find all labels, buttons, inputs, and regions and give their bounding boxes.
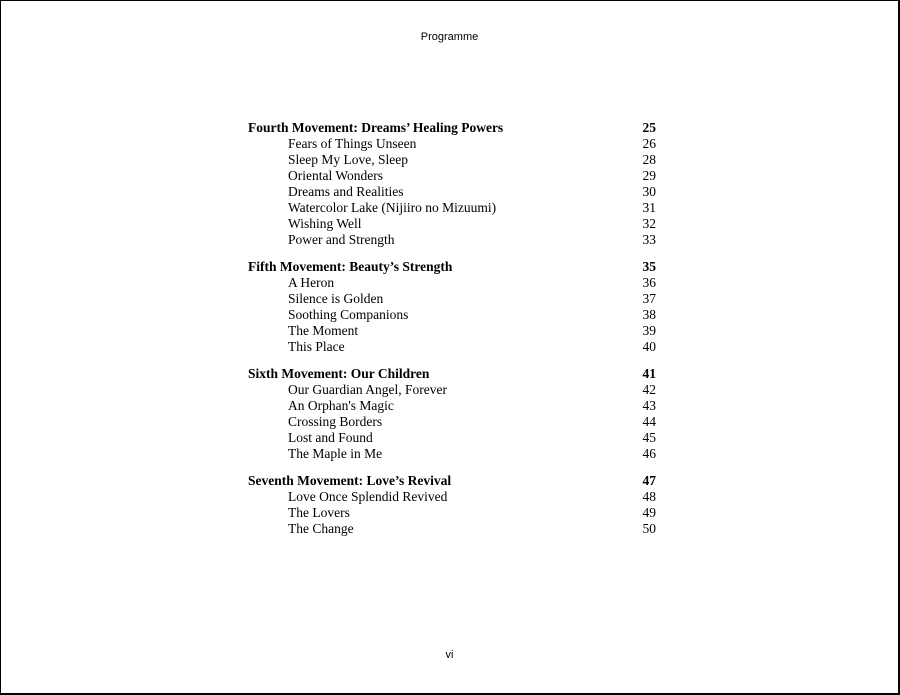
entry-title: The Moment	[288, 323, 359, 338]
section-title: Fourth Movement: Dreams’ Healing Powers	[248, 120, 504, 135]
entry-title: Fears of Things Unseen	[288, 136, 417, 151]
entry-title: Soothing Companions	[288, 307, 409, 322]
toc-entry	[248, 382, 656, 398]
toc-entry	[248, 521, 656, 537]
entry-page-number: 37	[642, 291, 656, 306]
entry-page-number: 29	[642, 168, 656, 183]
toc-heading	[248, 259, 656, 275]
toc-entry	[248, 414, 656, 430]
entry-title: Power and Strength	[288, 232, 395, 247]
entry-page-number: 43	[642, 398, 656, 413]
entry-page-number: 49	[642, 505, 656, 520]
entry-title: Silence is Golden	[288, 291, 384, 306]
toc-entry	[248, 505, 656, 521]
toc-entry	[248, 323, 656, 339]
entry-title: Love Once Splendid Revived	[288, 489, 448, 504]
entry-page-number: 33	[642, 232, 656, 247]
section-title: Sixth Movement: Our Children	[248, 366, 430, 381]
toc-heading	[248, 120, 656, 136]
entry-page-number: 30	[642, 184, 656, 199]
entry-page-number: 48	[642, 489, 656, 504]
toc-entry	[248, 291, 656, 307]
toc-entry	[248, 136, 656, 152]
toc-section-seventh-movement	[248, 473, 656, 537]
toc-entry	[248, 307, 656, 323]
toc-section-sixth-movement	[248, 366, 656, 462]
entry-page-number: 36	[642, 275, 656, 290]
entry-page-number: 26	[642, 136, 656, 151]
entry-page-number: 40	[642, 339, 656, 354]
toc-entry	[248, 489, 656, 505]
entry-title: Watercolor Lake (Nijiiro no Mizuumi)	[288, 200, 497, 215]
entry-title: Dreams and Realities	[288, 184, 404, 199]
entry-title: A Heron	[288, 275, 335, 290]
entry-page-number: 45	[642, 430, 656, 445]
entry-title: Lost and Found	[288, 430, 373, 445]
section-title: Fifth Movement: Beauty’s Strength	[248, 259, 453, 274]
entry-title: The Change	[288, 521, 354, 536]
toc-entry	[248, 216, 656, 232]
entry-title: The Lovers	[288, 505, 350, 520]
toc-entry	[248, 446, 656, 462]
page-header: Programme	[420, 31, 479, 43]
toc-entry	[248, 430, 656, 446]
entry-page-number: 39	[642, 323, 656, 338]
section-page-number: 47	[642, 473, 656, 488]
toc-section-fourth-movement	[248, 120, 656, 248]
entry-page-number: 46	[642, 446, 656, 461]
entry-page-number: 28	[642, 152, 656, 167]
table-of-contents	[248, 120, 656, 548]
entry-title: Our Guardian Angel, Forever	[288, 382, 447, 397]
entry-page-number: 31	[642, 200, 656, 215]
section-page-number: 41	[642, 366, 656, 381]
toc-entry	[248, 232, 656, 248]
entry-title: The Maple in Me	[288, 446, 383, 461]
toc-entry	[248, 200, 656, 216]
entry-title: Wishing Well	[288, 216, 362, 231]
entry-page-number: 50	[642, 521, 656, 536]
toc-entry	[248, 152, 656, 168]
entry-title: Oriental Wonders	[288, 168, 384, 183]
toc-heading	[248, 366, 656, 382]
section-page-number: 35	[642, 259, 656, 274]
section-title: Seventh Movement: Love’s Revival	[248, 473, 452, 488]
entry-page-number: 32	[642, 216, 656, 231]
entry-page-number: 44	[642, 414, 656, 429]
toc-entry	[248, 168, 656, 184]
entry-page-number: 42	[642, 382, 656, 397]
entry-title: An Orphan's Magic	[288, 398, 394, 413]
entry-title: Crossing Borders	[288, 414, 383, 429]
entry-page-number: 38	[642, 307, 656, 322]
toc-entry	[248, 184, 656, 200]
entry-title: This Place	[288, 339, 345, 354]
toc-section-fifth-movement	[248, 259, 656, 355]
toc-heading	[248, 473, 656, 489]
entry-title: Sleep My Love, Sleep	[288, 152, 408, 167]
page-number-footer: vi	[445, 649, 454, 661]
toc-entry	[248, 275, 656, 291]
section-page-number: 25	[642, 120, 656, 135]
toc-entry	[248, 398, 656, 414]
toc-entry	[248, 339, 656, 355]
